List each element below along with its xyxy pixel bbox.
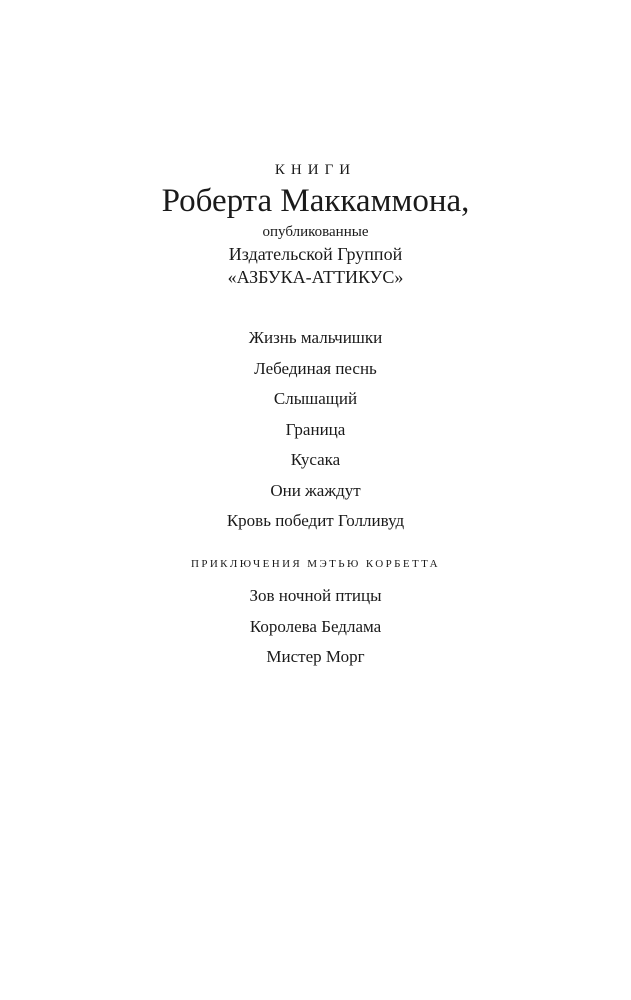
series-book-list (0, 586, 631, 678)
book-title: Слышащий (273, 389, 358, 408)
book-title: Кровь победит Голливуд (226, 511, 405, 530)
book-title: Лебединая песнь (254, 358, 377, 378)
book-title: Они жаждут (270, 480, 361, 500)
series-book-title: Мистер Морг (266, 647, 365, 666)
series-title: ПРИКЛЮЧЕНИЯ МЭТЬЮ КОРБЕТТА (190, 558, 441, 570)
book-title: Жизнь мальчишки (248, 328, 383, 347)
series-book-title: Зов ночной птицы (249, 586, 382, 605)
series-book-title: Королева Бедлама (249, 616, 382, 636)
book-title: Граница (285, 419, 346, 439)
header-label: КНИГИ (274, 162, 357, 178)
book-title: Кусака (290, 450, 341, 469)
publisher-line: Издательской Группой (228, 244, 403, 264)
book-list (0, 328, 631, 542)
author-name: Роберта Маккаммона, (161, 183, 470, 219)
published-label: опубликованные (262, 224, 369, 240)
publisher-name: «АЗБУКА-АТТИКУС» (227, 267, 404, 287)
